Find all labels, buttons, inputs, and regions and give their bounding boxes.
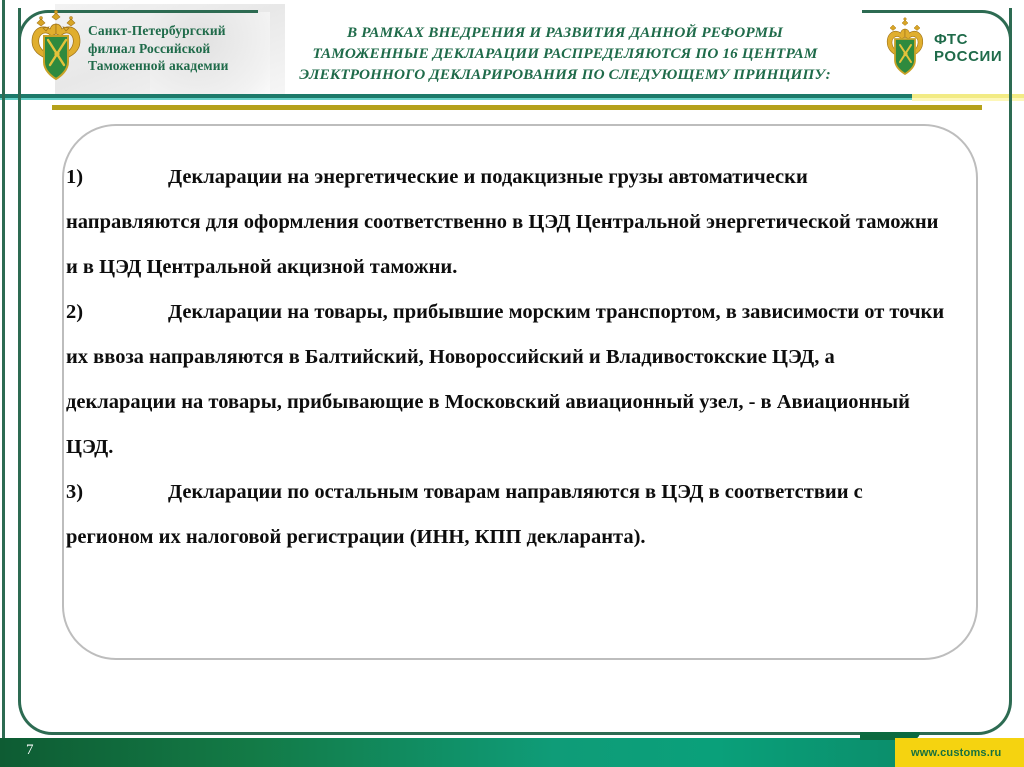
list-item [66, 470, 946, 560]
footer-url-badge[interactable] [895, 738, 1024, 767]
page-number: 7 [26, 742, 34, 758]
divider-yellow-rule-light [912, 98, 1024, 101]
list-item-marker: 2) [66, 301, 84, 323]
divider-gold-rule [52, 105, 982, 110]
slide-title [265, 22, 865, 85]
list-item-text: Декларации на энергетические и подакцизные грузы автоматически направляются для оформления соответственно в ЦЭД Центральной энергетической таможни и в ЦЭД Центральной акцизной таможни. [66, 166, 944, 278]
list-item-marker: 1) [66, 166, 84, 188]
brand-line-1: Санкт-Петербургский [88, 23, 226, 38]
slide-title-line-3: ЭЛЕКТРОННОГО ДЕКЛАРИРОВАНИЯ ПО СЛЕДУЮЩЕМУ ПРИНЦИПУ: [299, 66, 831, 83]
russian-customs-emblem-icon [25, 10, 87, 84]
list-item-text: Декларации на товары, прибывшие морским транспортом, в зависимости от точки их ввоза направляются в Балтийский, Новороссийский и Владивостокские ЦЭД, а декларации на товары, прибывающие в Московский авиационный узел, - в Авиационный ЦЭД. [66, 301, 950, 458]
content-body [66, 155, 950, 560]
footer-url-text[interactable]: www.customs.ru [911, 746, 1002, 759]
slide-header [0, 0, 1024, 96]
list-item-marker: 3) [66, 481, 84, 503]
slide-title-line-1: В РАМКАХ ВНЕДРЕНИЯ И РАЗВИТИЯ ДАННОЙ РЕФОРМЫ [346, 24, 783, 41]
list-item-text: Декларации по остальным товарам направляются в ЦЭД в соответствии с регионом их налоговой регистрации (ИНН, КПП декларанта). [66, 481, 868, 548]
list-item [66, 155, 946, 290]
slide-left-edge-line [2, 0, 5, 738]
fts-double-eagle-emblem-icon [882, 17, 928, 79]
list-item [66, 290, 950, 470]
divider-green-rule-light [0, 98, 912, 100]
slide-footer [0, 738, 1024, 767]
fts-logo-line-1: ФТС [934, 31, 969, 48]
academy-brand-text [88, 22, 258, 75]
fts-logo-line-2: РОССИИ [934, 48, 1003, 65]
fts-logo-text [934, 31, 1002, 65]
slide-title-line-2: ТАМОЖЕННЫЕ ДЕКЛАРАЦИИ РАСПРЕДЕЛЯЮТСЯ ПО 16 ЦЕНТРАМ [312, 45, 818, 62]
fts-russia-logo [882, 8, 1002, 88]
footer-green-bar [0, 738, 895, 767]
brand-line-2: филиал Российской [88, 40, 211, 56]
brand-line-3: Таможенной академии [88, 58, 229, 73]
